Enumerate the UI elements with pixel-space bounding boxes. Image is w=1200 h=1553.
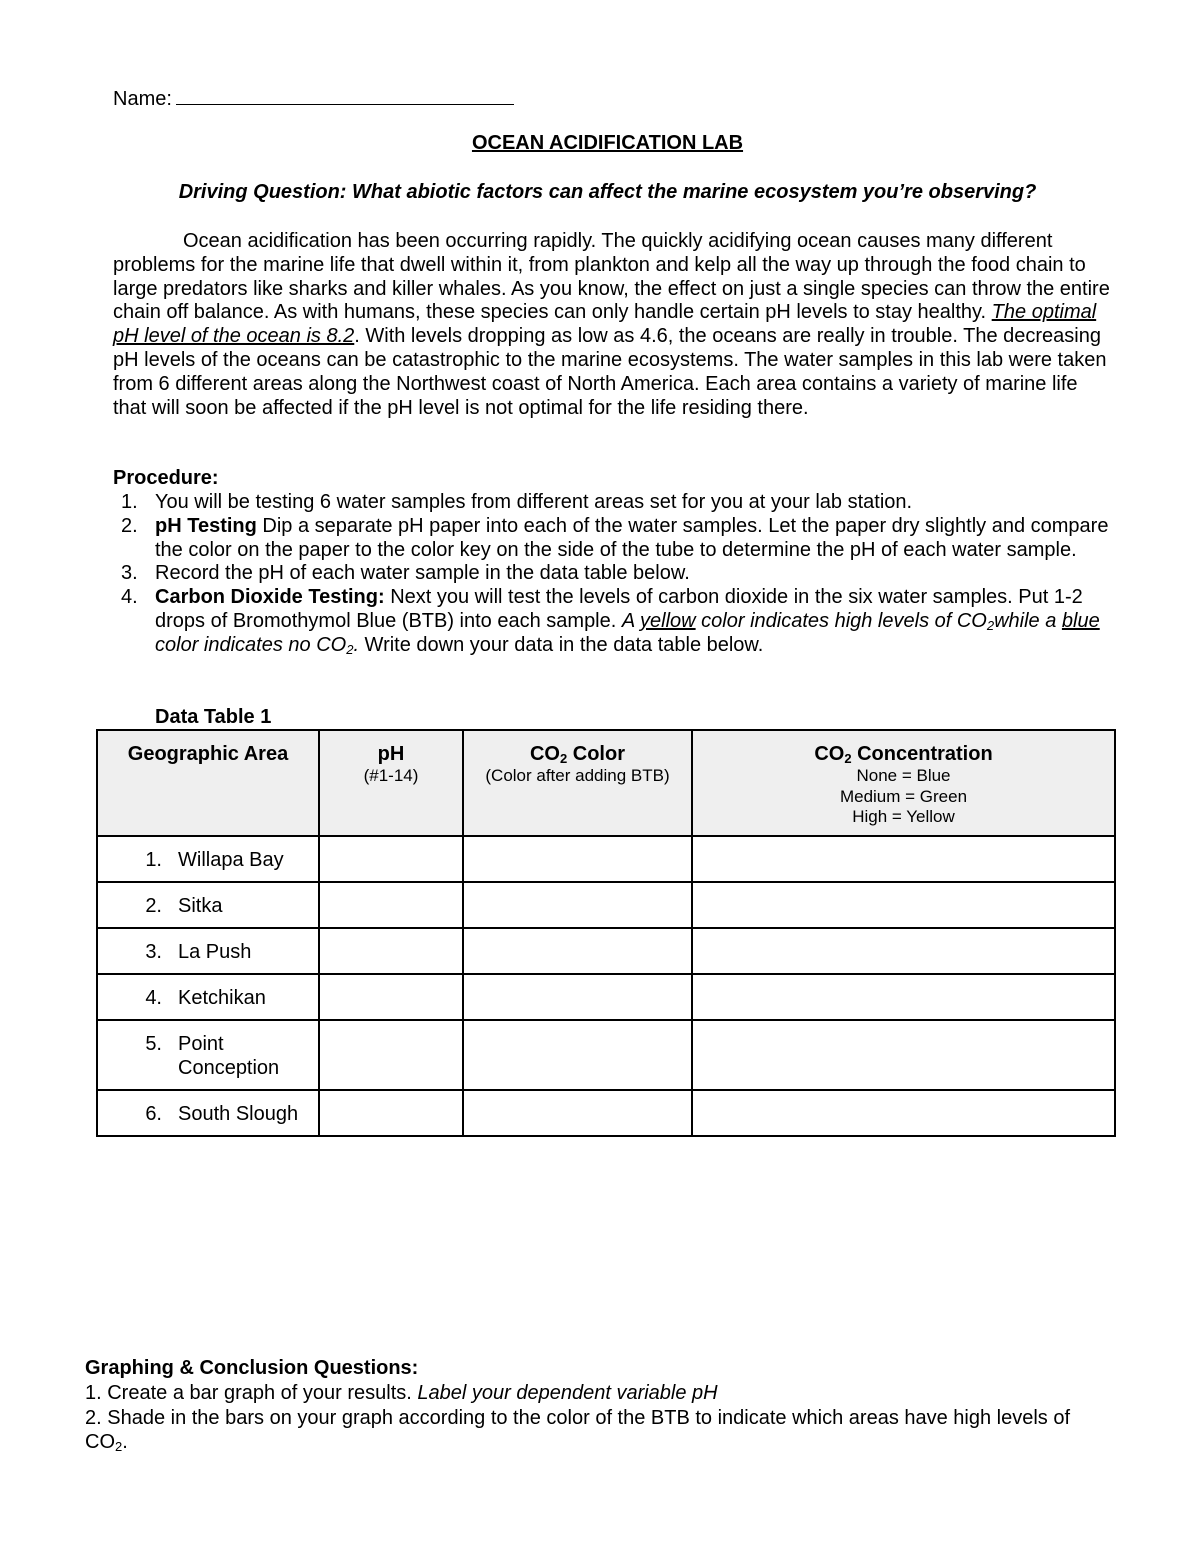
procedure-step-1: 1. You will be testing 6 water samples from different areas set for you at your lab station. [121,491,913,513]
header-co2-color: $CO_2$ Color (Color after adding BTB) [463,730,692,836]
driving-question: Driving Question: What abiotic factors can affect the marine ecosystem you’re observing? [178,181,1037,203]
co2-concentration-input-cell[interactable] [692,974,1115,1020]
optimal-ph-note: The optimal pH level of the ocean is 8.2 [113,301,1097,348]
header-co2-concentration: $CO_2$ Concentration None = Blue Medium = Green High = Yellow [692,730,1115,836]
area-cell: 1. Willapa Bay [97,836,319,882]
ph-input-cell[interactable] [319,836,463,882]
procedure-step-2: 2. pH Testing Dip a separate pH paper into each of the water samples. Let the paper dry slightly and compare the color on the paper to the color key on the side of the tube to determine the pH of each water sample. [121,514,1109,561]
co2-color-input-cell[interactable] [463,836,692,882]
ph-input-cell[interactable] [319,882,463,928]
intro-paragraph: Ocean acidification has been occurring rapidly. The quickly acidifying ocean causes many different problems for the marine life that dwell within it, from plankton and kelp all the way up through the food chain to large predators like sharks and killer whales. As you know, the effect on just a single species can throw the entire chain off balance. As with humans, these species can only handle certain pH levels to stay healthy. The optimal pH level of the ocean is 8.2. With levels dropping as low as 4.6, the oceans are really in trouble. The decreasing pH levels of the oceans can be catastrophic to the marine ecosystems. The water samples in this lab were taken from 6 different areas along the Northwest coast of North America. Each area contains a variety of marine life that will soon be affected if the pH level is not optimal for the life residing there. [113,230,1110,419]
ph-input-cell[interactable] [319,928,463,974]
co2-color-input-cell[interactable] [463,974,692,1020]
table-row [97,882,1115,928]
co2-concentration-input-cell[interactable] [692,836,1115,882]
co2-concentration-input-cell[interactable] [692,1020,1115,1090]
table-row [97,928,1115,974]
co2-color-input-cell[interactable] [463,1090,692,1136]
co2-color-input-cell[interactable] [463,882,692,928]
name-blank-line[interactable] [176,86,514,105]
page-title: OCEAN ACIDIFICATION LAB [471,132,744,154]
ph-input-cell[interactable] [319,1020,463,1090]
table-row [97,974,1115,1020]
questions-list [85,1381,1085,1455]
procedure-heading: Procedure: [113,467,219,489]
table-row [97,1090,1115,1136]
area-cell: 2. Sitka [97,882,319,928]
area-cell: 5. Point Conception [97,1020,319,1090]
procedure-step-4: 4. Carbon Dioxide Testing: Next you will test the levels of carbon dioxide in the six water samples. Put 1-2 drops of Bromothymol Blue (BTB) into each sample. A yellow color indicates high levels of $CO_2while$ a blue color indicates no $CO_2$. Write down your data in the data table below. [121,586,1100,657]
questions-heading: Graphing & Conclusion Questions: [85,1357,419,1379]
co2-concentration-input-cell[interactable] [692,1090,1115,1136]
name-field[interactable] [113,86,514,111]
ph-input-cell[interactable] [319,1090,463,1136]
area-cell: 6. South Slough [97,1090,319,1136]
table-row [97,1020,1115,1090]
area-cell: 3. La Push [97,928,319,974]
table-row [97,836,1115,882]
procedure-step-3: 3. Record the pH of each water sample in the data table below. [121,562,690,585]
header-ph: pH (#1-14) [319,730,463,836]
header-geographic-area: Geographic Area [97,730,319,836]
data-table [96,729,1116,1137]
procedure-list [113,491,1113,658]
co2-concentration-input-cell[interactable] [692,928,1115,974]
name-label: Name: [113,88,172,110]
question-2: 2. Shade in the bars on your graph according to the color of the BTB to indicate which areas have high levels of $CO_2$. [85,1406,1071,1454]
co2-color-input-cell[interactable] [463,928,692,974]
co2-concentration-input-cell[interactable] [692,882,1115,928]
question-1: 1. Create a bar graph of your results. Label your dependent variable pH [85,1382,718,1404]
ph-input-cell[interactable] [319,974,463,1020]
table-header-row [97,730,1115,836]
area-cell: 4. Ketchikan [97,974,319,1020]
co2-color-input-cell[interactable] [463,1020,692,1090]
data-table-label: Data Table 1 [155,706,272,728]
